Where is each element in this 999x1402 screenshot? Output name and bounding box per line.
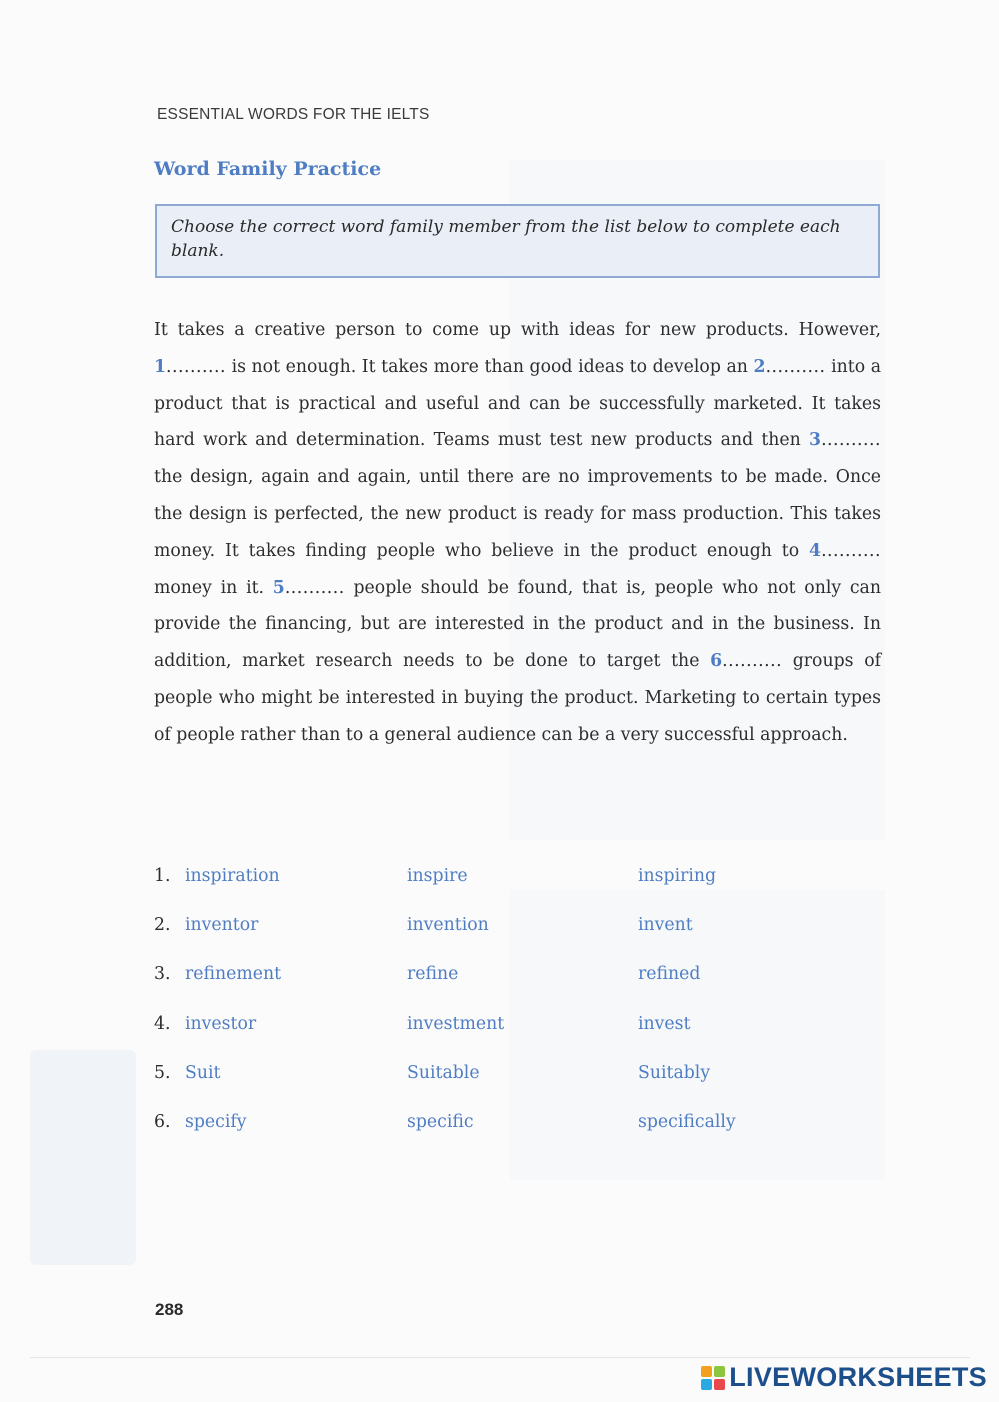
blank-2-number: 2 bbox=[753, 356, 766, 377]
blank-6[interactable]: .......... bbox=[722, 651, 783, 672]
blank-1-number: 1 bbox=[154, 356, 167, 377]
blank-3-number: 3 bbox=[809, 430, 822, 451]
passage-text: money in it. bbox=[154, 577, 273, 598]
blank-6-number: 6 bbox=[710, 651, 723, 672]
option-number: 6. bbox=[154, 1111, 171, 1132]
passage-text: groups of people who might be interested in buying the product. Marketing to certain types of people rather than to a general audience can be a very successful approach. bbox=[154, 651, 881, 745]
option-word: refined bbox=[638, 964, 701, 985]
page-number: 288 bbox=[155, 1300, 184, 1319]
passage-text: people should be found, that is, people who not only can provide the financing, but are interested in the product and in the business. In addition, market research needs to be done to target the bbox=[154, 577, 881, 672]
blank-4[interactable]: .......... bbox=[821, 540, 881, 561]
option-word: specifically bbox=[638, 1111, 736, 1132]
blank-4-number: 4 bbox=[809, 540, 822, 561]
word-options-list bbox=[154, 866, 854, 1161]
instructions-box bbox=[155, 204, 880, 278]
option-word: specify bbox=[185, 1111, 247, 1132]
section-title: Word Family Practice bbox=[154, 158, 382, 180]
option-row-2 bbox=[154, 915, 854, 964]
option-word: inspire bbox=[407, 866, 468, 886]
passage-text: It takes a creative person to come up with ideas for new products. However, bbox=[154, 320, 881, 340]
footer-divider bbox=[30, 1357, 970, 1358]
side-tab bbox=[30, 1050, 136, 1265]
instructions-text: Choose the correct word family member from the list below to complete each blank. bbox=[171, 217, 841, 261]
option-word: refinement bbox=[185, 964, 282, 985]
option-row-1 bbox=[154, 866, 854, 915]
option-row-6 bbox=[154, 1112, 854, 1161]
passage-text: the design, again and again, until there are no improvements to be made. Once the design is perfected, the new product is ready for mass production. This takes money. It takes finding people who believe in the product enough to bbox=[154, 467, 881, 561]
option-word: Suitably bbox=[638, 1062, 711, 1083]
liveworksheets-brand[interactable] bbox=[701, 1362, 987, 1393]
option-word: investment bbox=[407, 1013, 505, 1034]
option-word: Suitable bbox=[407, 1062, 480, 1083]
blank-5[interactable]: .......... bbox=[284, 577, 345, 598]
option-word: invest bbox=[638, 1013, 691, 1034]
option-row-4 bbox=[154, 1014, 854, 1063]
running-header: ESSENTIAL WORDS FOR THE IELTS bbox=[157, 106, 430, 123]
passage-text: is not enough. It takes more than good ideas to develop an bbox=[225, 356, 754, 377]
option-number: 3. bbox=[154, 964, 171, 985]
option-row-3 bbox=[154, 964, 854, 1013]
blank-2[interactable]: .......... bbox=[765, 356, 826, 377]
option-word: invent bbox=[638, 915, 693, 936]
option-word: inspiration bbox=[185, 866, 280, 886]
blank-3[interactable]: .......... bbox=[821, 430, 881, 451]
option-row-5 bbox=[154, 1063, 854, 1112]
option-word: inventor bbox=[185, 915, 259, 936]
option-number: 2. bbox=[154, 915, 171, 936]
option-number: 5. bbox=[154, 1062, 171, 1083]
option-word: refine bbox=[407, 964, 459, 985]
blank-1[interactable]: .......... bbox=[166, 356, 226, 377]
option-word: investor bbox=[185, 1013, 257, 1034]
blank-5-number: 5 bbox=[272, 577, 285, 598]
option-word: specific bbox=[407, 1111, 474, 1132]
brand-name: LIVEWORKSHEETS bbox=[729, 1362, 987, 1392]
option-number: 1. bbox=[154, 866, 171, 886]
passage-text: into a product that is practical and useful and can be successfully marketed. It takes hard work and determination. Teams must test new products and then bbox=[154, 356, 882, 451]
reading-passage bbox=[154, 312, 881, 754]
liveworksheets-logo-icon bbox=[701, 1366, 725, 1390]
option-word: inspiring bbox=[638, 866, 717, 886]
option-word: invention bbox=[407, 915, 489, 936]
option-number: 4. bbox=[154, 1013, 171, 1034]
option-word: Suit bbox=[185, 1062, 221, 1083]
